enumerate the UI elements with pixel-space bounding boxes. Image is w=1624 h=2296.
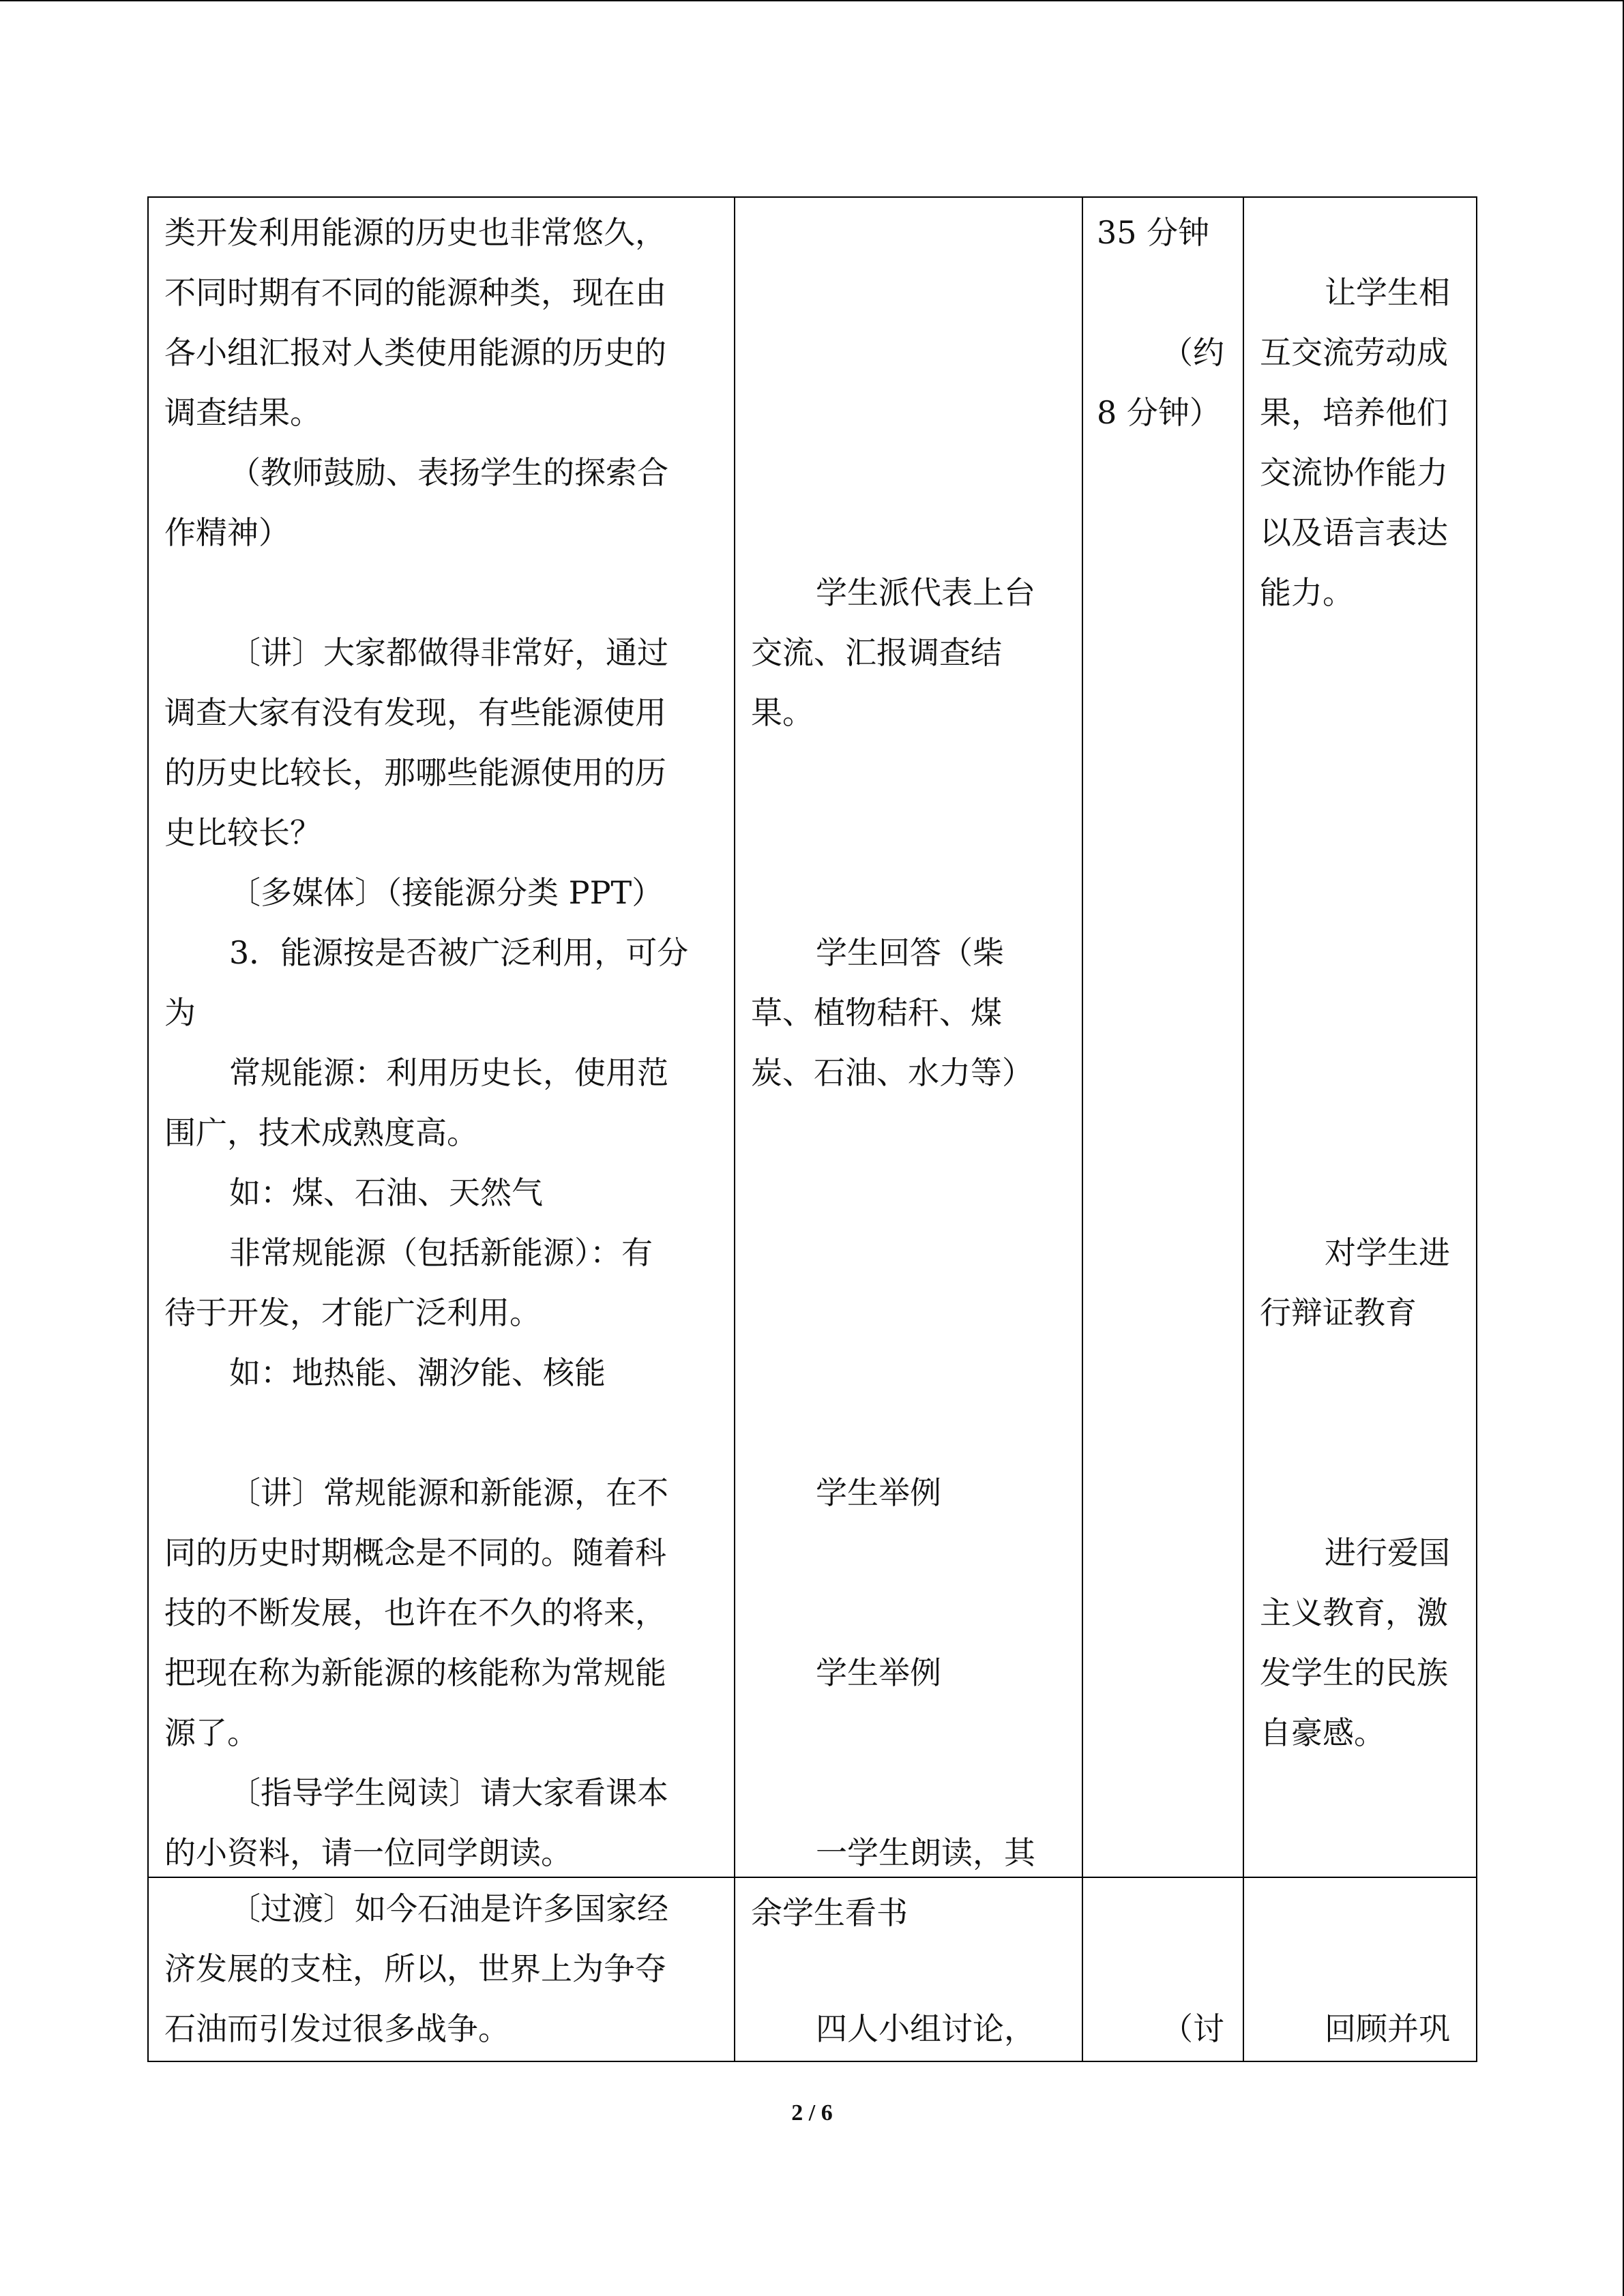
teacher-line: 的小资料，请一位同学朗读。 [164,1834,572,1871]
student-line: 学生举例 [816,1654,941,1691]
teacher-line: 如：地热能、潮汐能、核能 [229,1354,606,1391]
intent-line: 果，培养他们 [1260,394,1448,431]
time-line: （讨 [1162,2010,1224,2047]
intent-line: 能力。 [1260,574,1354,611]
teacher-line: 〔讲〕大家都做得非常好，通过 [229,634,668,671]
intent-line: 主义教育，激 [1260,1594,1448,1631]
student-line: 学生回答（柴 [816,934,1004,971]
time-cell [1082,197,1243,1877]
teacher-line: 济发展的支柱，所以，世界上为争夺 [164,1950,666,1987]
teacher-activity-cell [148,1877,735,2061]
teacher-line: 的历史比较长，那哪些能源使用的历 [164,754,666,791]
teacher-line: 调查结果。 [164,394,321,431]
design-intent-cell [1243,1877,1477,2061]
teacher-line: 待于开发，才能广泛利用。 [164,1294,541,1331]
student-line: 四人小组讨论， [816,2010,1035,2047]
teacher-line: 〔指导学生阅读〕请大家看课本 [229,1774,668,1811]
teacher-line: 石油而引发过很多战争。 [164,2010,510,2047]
teacher-line: 3．能源按是否被广泛利用，可分 [229,934,689,971]
teacher-line: 技的不断发展，也许在不久的将来， [164,1594,666,1631]
time-line: 8 分钟） [1097,394,1221,431]
lesson-plan-table [147,196,1477,2062]
teacher-line: （教师鼓励、表扬学生的探索合 [229,454,668,491]
student-line: 果。 [751,694,814,731]
intent-line: 行辩证教育 [1260,1294,1417,1331]
student-line: 炭、石油、水力等） [751,1054,1033,1091]
time-cell [1082,1877,1243,2061]
time-line: 35 分钟 [1097,214,1210,251]
teacher-line: 各小组汇报对人类使用能源的历史的 [164,334,666,371]
intent-line: 以及语言表达 [1260,514,1448,551]
student-line: 学生举例 [816,1474,941,1511]
table-row [148,1877,1477,2061]
intent-line: 交流协作能力 [1260,454,1448,491]
student-activity-cell [735,197,1082,1931]
intent-line: 发学生的民族 [1260,1654,1448,1691]
intent-line: 互交流劳动成 [1260,334,1448,371]
student-line: 学生派代表上台 [816,574,1035,611]
teacher-line: 非常规能源（包括新能源）：有 [229,1234,653,1271]
teacher-line: 作精神） [164,514,290,551]
teacher-line: 如：煤、石油、天然气 [229,1174,543,1211]
teacher-line: 同的历史时期概念是不同的。随着科 [164,1534,666,1571]
teacher-line: 把现在称为新能源的核能称为常规能 [164,1654,666,1691]
teacher-line: 为 [164,994,196,1031]
teacher-line: 类开发利用能源的历史也非常悠久， [164,214,666,251]
design-intent-cell [1243,197,1477,1877]
page-top-border [0,0,1623,1]
student-line: 交流、汇报调查结 [751,634,1002,671]
time-line: （约 [1162,334,1224,371]
teacher-activity-cell [148,197,735,1877]
teacher-line: 源了。 [164,1714,259,1751]
teacher-line: 史比较长？ [164,814,321,851]
teacher-line: 不同时期有不同的能源种类，现在由 [164,274,666,311]
student-line: 草、植物秸秆、煤 [751,994,1002,1031]
teacher-line: 常规能源：利用历史长，使用范 [229,1054,668,1091]
student-line: 一学生朗读，其 [816,1834,1035,1871]
teacher-line: 〔多媒体〕（接能源分类 PPT） [229,874,664,911]
intent-line: 让学生相 [1325,274,1450,311]
intent-line: 进行爱国 [1325,1534,1450,1571]
intent-line: 对学生进 [1325,1234,1450,1271]
student-line: 余学生看书 [751,1894,908,1931]
intent-line: 自豪感。 [1260,1714,1385,1751]
teacher-line: 〔过渡〕如今石油是许多国家经 [229,1890,668,1927]
intent-line: 回顾并巩 [1325,2010,1450,2047]
student-activity-cell [735,1877,1082,2061]
teacher-line: 〔讲〕常规能源和新能源，在不 [229,1474,668,1511]
teacher-line: 围广，技术成熟度高。 [164,1114,478,1151]
table-row [148,197,1477,1877]
teacher-line: 调查大家有没有发现，有些能源使用 [164,694,666,731]
page-number: 2 / 6 [791,2100,833,2126]
